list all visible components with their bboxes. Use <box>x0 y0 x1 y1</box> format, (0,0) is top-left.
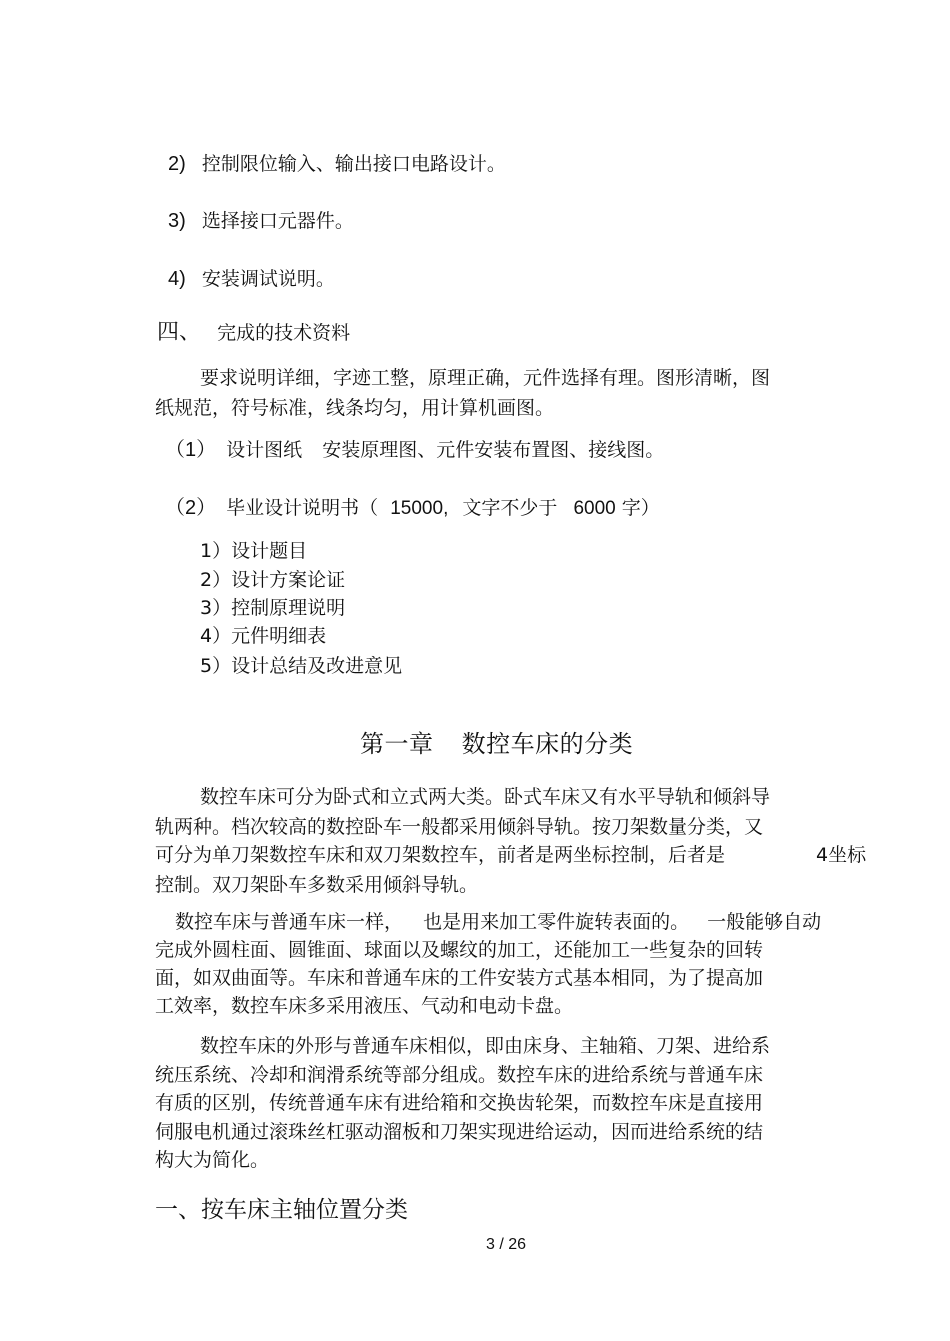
text-segment: 数控车床与普通车床一样， <box>175 911 404 933</box>
paragraph-line: 完成外圆柱面、圆锥面、球面以及螺纹的加工，还能加工一些复杂的回转 <box>155 939 764 961</box>
sub-list-item: 4）元件明细表 <box>200 625 327 647</box>
paragraph-line: 面，如双曲面等。车床和普通车床的工件安装方式基本相同，为了提高加 <box>155 967 764 989</box>
list-item <box>165 438 664 462</box>
item-text: 字） <box>621 497 660 519</box>
paragraph-line: 要求说明详细，字迹工整，原理正确，元件选择有理。图形清晰，图 <box>200 367 771 389</box>
paragraph-line: 纸规范，符号标准，线条均匀，用计算机画图。 <box>155 397 555 419</box>
item-text: 控制限位输入、输出接口电路设计。 <box>201 153 506 175</box>
item-text: 安装原理图、元件安装布置图、接线图。 <box>322 439 665 461</box>
paragraph-line <box>175 910 821 934</box>
paragraph-line: 构大为简化。 <box>155 1149 270 1171</box>
item-number: （1） <box>165 439 217 461</box>
list-item <box>168 152 506 176</box>
text-segment: 一般能够自动 <box>707 911 822 933</box>
section-heading <box>157 321 350 345</box>
item-number: 3) <box>168 210 186 232</box>
chapter-title <box>360 732 633 756</box>
item-label: 设计图纸 <box>226 439 303 461</box>
paragraph-line: 统压系统、冷却和润滑系统等部分组成。数控车床的进给系统与普通车床 <box>155 1064 764 1086</box>
paragraph-line: 可分为单刀架数控车床和双刀架数控车，前者是两坐标控制，后者是 <box>155 844 726 866</box>
sub-list-item: 2）设计方案论证 <box>200 569 346 591</box>
item-text: 安装调试说明。 <box>201 268 335 290</box>
item-number: 2) <box>168 153 186 175</box>
sub-list-item: 5）设计总结及改进意见 <box>200 655 403 677</box>
item-label: 毕业设计说明书（ <box>226 497 379 519</box>
list-item <box>165 496 660 521</box>
paragraph-line: 伺服电机通过滚珠丝杠驱动溜板和刀架实现进给运动，因而进给系统的结 <box>155 1121 764 1143</box>
list-item <box>168 267 335 291</box>
item-value: 15000, <box>390 498 449 519</box>
chapter-number: 第一章 <box>360 730 434 758</box>
paragraph-line: 数控车床可分为卧式和立式两大类。卧式车床又有水平导轨和倾斜导 <box>200 786 771 808</box>
paragraph-line: 工效率，数控车床多采用液压、气动和电动卡盘。 <box>155 995 574 1017</box>
sub-list-item: 1）设计题目 <box>200 540 308 562</box>
sub-list-item: 3）控制原理说明 <box>200 597 346 619</box>
paragraph-line: 有质的区别，传统普通车床有进给箱和交换齿轮架，而数控车床是直接用 <box>155 1092 764 1114</box>
section-title: 完成的技术资料 <box>217 322 351 344</box>
page-number: 3 / 26 <box>486 1236 527 1253</box>
paragraph-line: 控制。双刀架卧车多数采用倾斜导轨。 <box>155 874 479 896</box>
chapter-name: 数控车床的分类 <box>461 730 634 758</box>
list-item <box>168 209 354 233</box>
section-number: 四、 <box>157 320 202 345</box>
item-text: 文字不少于 <box>462 497 558 519</box>
paragraph-line: 数控车床的外形与普通车床相似，即由床身、主轴箱、刀架、进给系 <box>200 1035 771 1057</box>
paragraph-line: 轨两种。档次较高的数控卧车一般都采用倾斜导轨。按刀架数量分类，又 <box>155 816 764 838</box>
item-text: 选择接口元器件。 <box>201 210 354 232</box>
item-value: 6000 <box>573 498 616 519</box>
paragraph-tail: 4坐标 <box>816 844 867 866</box>
item-number: 4) <box>168 268 186 290</box>
text-segment: 也是用来加工零件旋转表面的。 <box>423 911 690 933</box>
item-number: （2） <box>165 497 217 519</box>
subsection-heading: 一、按车床主轴位置分类 <box>155 1197 408 1223</box>
